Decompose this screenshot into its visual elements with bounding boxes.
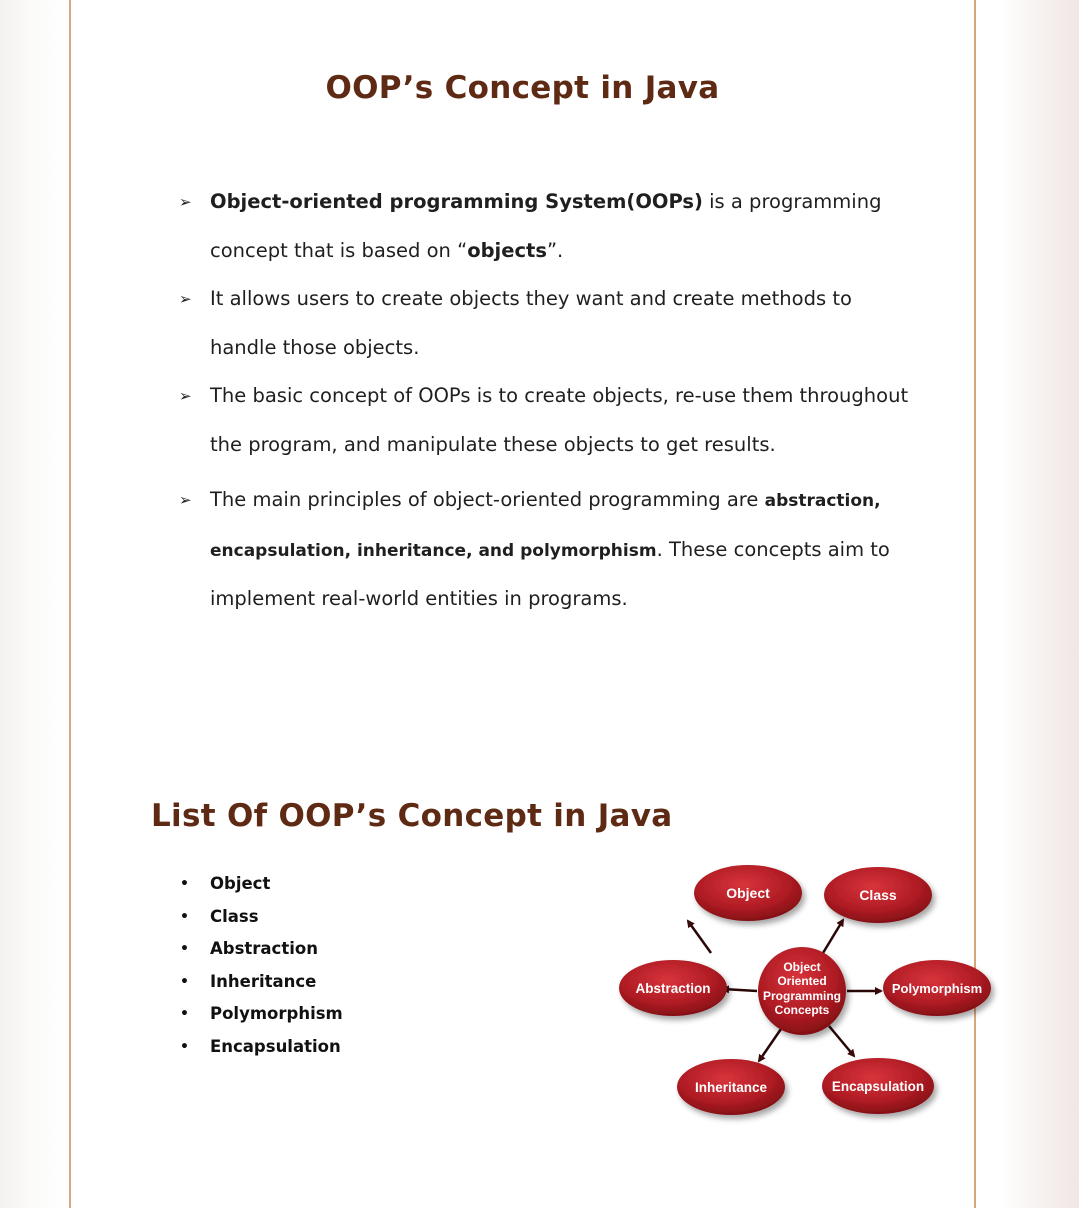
concept-item	[179, 868, 343, 901]
bullet-dot-icon: •	[180, 973, 189, 990]
intro-point-4-bold: abstraction, encapsulation, inheritance, and polymorphism	[210, 491, 881, 561]
intro-list	[179, 178, 919, 624]
intro-point-4-text: The main principles of object-oriented programming are	[210, 488, 765, 511]
intro-point-3-text: The basic concept of OOPs is to create objects, re-use them throughout the program, and manipulate these objects to get results.	[210, 384, 909, 456]
intro-point-2	[179, 275, 919, 372]
concept-item-label: Class	[210, 906, 259, 926]
connector-class	[823, 920, 843, 953]
node-inheritance-label: Inheritance	[694, 1080, 768, 1095]
intro-point-3	[179, 372, 919, 469]
bullet-dot-icon: •	[180, 908, 189, 925]
bullet-dot-icon: •	[180, 876, 189, 892]
intro-point-1-bold2: objects	[467, 238, 547, 262]
intro-point-1	[179, 178, 919, 275]
connector-abstraction	[723, 989, 757, 991]
connector-object	[688, 921, 711, 953]
connector-encapsulation	[829, 1026, 854, 1056]
arrow-bullet-icon: ➢	[179, 193, 192, 211]
intro-point-4-end: . These concepts aim to implement real-world entities in programs.	[210, 537, 890, 610]
oop-concepts-diagram	[545, 858, 983, 1138]
page-title: OOP’s Concept in Java	[325, 70, 720, 106]
intro-point-4	[179, 476, 919, 624]
connector-inheritance	[759, 1029, 781, 1061]
document-page	[69, 0, 983, 1208]
concept-item	[179, 998, 343, 1031]
intro-point-2-text: It allows users to create objects they want and create methods to handle those objects.	[210, 287, 852, 359]
list-title: List Of OOP’s Concept in Java	[151, 798, 673, 834]
node-encapsulation-label: Encapsulation	[831, 1079, 925, 1094]
concept-item-label: Encapsulation	[210, 1036, 341, 1056]
concept-item-label: Polymorphism	[210, 1004, 343, 1024]
node-center-line-2: Oriented	[777, 974, 827, 988]
concept-item	[179, 901, 343, 934]
arrow-bullet-icon: ➢	[179, 290, 192, 308]
concept-item-label: Abstraction	[210, 939, 318, 959]
concept-list	[179, 868, 343, 1064]
intro-point-1-bold: Object-oriented programming System(OOPs)	[210, 190, 703, 213]
node-polymorphism-label: Polymorphism	[891, 981, 983, 996]
concept-item	[179, 1031, 343, 1064]
concept-item-label: Inheritance	[210, 971, 317, 991]
node-abstraction-label: Abstraction	[635, 981, 711, 996]
node-class-label: Class	[859, 887, 897, 903]
concept-item	[179, 933, 343, 966]
intro-point-1-text: is a programming concept that is based on “	[210, 190, 882, 262]
node-center-line-4: Concepts	[774, 1003, 830, 1017]
node-center-line-3: Programming	[762, 989, 842, 1003]
bullet-dot-icon: •	[180, 1038, 189, 1055]
node-object-label: Object	[726, 885, 770, 901]
concept-item-label: Object	[210, 874, 271, 893]
bullet-dot-icon: •	[180, 1006, 189, 1023]
arrow-bullet-icon: ➢	[179, 387, 192, 405]
bullet-dot-icon: •	[180, 941, 189, 958]
node-center-line-1: Object	[783, 960, 821, 974]
intro-point-1-end: ”.	[546, 238, 564, 262]
arrow-bullet-icon: ➢	[179, 491, 192, 509]
concept-item	[179, 966, 343, 999]
